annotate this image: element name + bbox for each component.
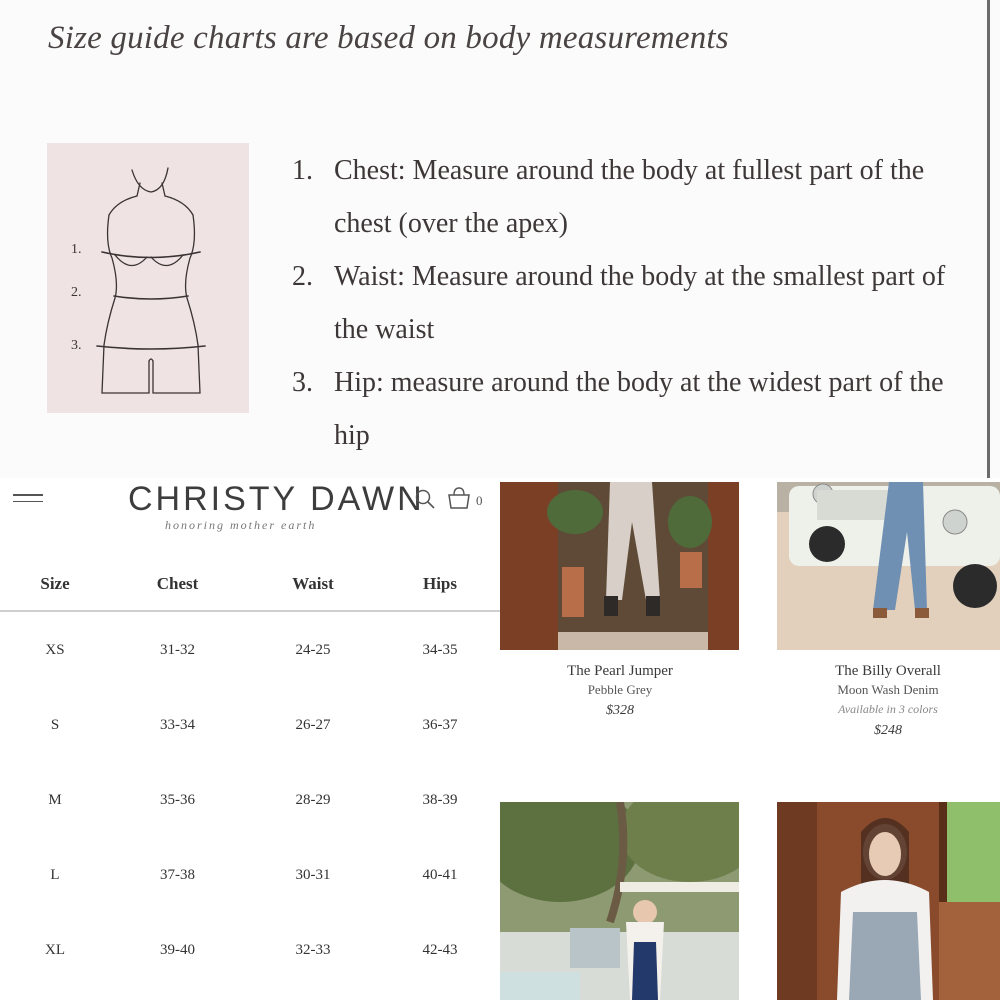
cell-chest: 37-38 — [160, 867, 195, 883]
product-name[interactable]: The Billy Overall — [835, 663, 941, 679]
body-measurement-figure — [47, 143, 249, 413]
product-image-overall-vintage-car[interactable] — [500, 802, 739, 1000]
table-row — [0, 687, 500, 762]
store-page — [0, 478, 1000, 1000]
figure-label-waist: 2. — [71, 285, 82, 300]
step-waist: 2. Waist: Measure around the body at the smallest part of the waist — [292, 261, 946, 345]
product-availability: Available in 3 colors — [838, 702, 938, 716]
cell-hips: 40-41 — [422, 867, 458, 883]
cell-hips: 42-43 — [422, 942, 458, 958]
cell-waist: 24-25 — [295, 642, 331, 658]
cell-waist: 26-27 — [295, 717, 331, 733]
header-size: Size — [40, 574, 70, 593]
cell-hips: 38-39 — [422, 792, 458, 808]
product-color: Pebble Grey — [587, 682, 653, 697]
search-icon[interactable] — [414, 488, 436, 510]
cell-chest: 31-32 — [160, 642, 195, 658]
product-card-pearl-jumper[interactable] — [520, 662, 720, 723]
cell-size: XL — [45, 942, 65, 958]
table-row — [0, 837, 500, 912]
product-card-billy-overall[interactable] — [788, 662, 988, 743]
cell-chest: 35-36 — [160, 792, 195, 808]
table-row — [0, 612, 500, 687]
body-outline-illustration — [47, 143, 249, 413]
product-image-pearl-jumper[interactable] — [500, 482, 739, 650]
menu-icon[interactable] — [13, 494, 43, 508]
product-price: $248 — [874, 723, 902, 738]
table-row — [0, 762, 500, 837]
cell-hips: 34-35 — [422, 642, 458, 658]
figure-label-chest: 1. — [71, 242, 82, 257]
cell-hips: 36-37 — [422, 717, 458, 733]
cell-size: M — [48, 792, 62, 808]
measurement-steps — [292, 144, 952, 462]
cell-waist: 30-31 — [295, 867, 331, 883]
header-waist: Waist — [292, 574, 334, 593]
product-price: $328 — [606, 703, 634, 718]
step-chest: 1. Chest: Measure around the body at fullest part of the chest (over the apex) — [292, 155, 925, 239]
cell-size: L — [50, 867, 60, 883]
cart-count: 0 — [476, 493, 483, 508]
figure-label-hip: 3. — [71, 338, 82, 353]
cell-size: XS — [45, 642, 65, 658]
product-color: Moon Wash Denim — [837, 682, 939, 697]
cell-size: S — [50, 717, 60, 733]
product-name[interactable]: The Pearl Jumper — [567, 663, 673, 679]
shopping-bag-icon[interactable] — [446, 486, 472, 510]
table-row — [0, 912, 500, 987]
size-chart-table — [0, 566, 500, 987]
size-guide-panel — [0, 0, 1000, 478]
brand-tagline: honoring mother earth — [165, 518, 317, 532]
header-chest: Chest — [156, 574, 199, 593]
cell-chest: 39-40 — [160, 942, 195, 958]
brand-logo[interactable]: CHRISTY DAWN — [128, 480, 425, 518]
size-guide-title: Size guide charts are based on body measurements — [48, 20, 729, 56]
vertical-divider — [987, 0, 990, 478]
cell-waist: 28-29 — [295, 792, 331, 808]
product-image-billy-overall[interactable] — [777, 482, 1000, 650]
table-header — [0, 566, 500, 612]
cell-waist: 32-33 — [295, 942, 331, 958]
cell-chest: 33-34 — [160, 717, 195, 733]
header-hips: Hips — [422, 574, 458, 593]
step-hip: 3. Hip: measure around the body at the widest part of the hip — [292, 367, 944, 451]
product-image-overall-barn[interactable] — [777, 802, 1000, 1000]
